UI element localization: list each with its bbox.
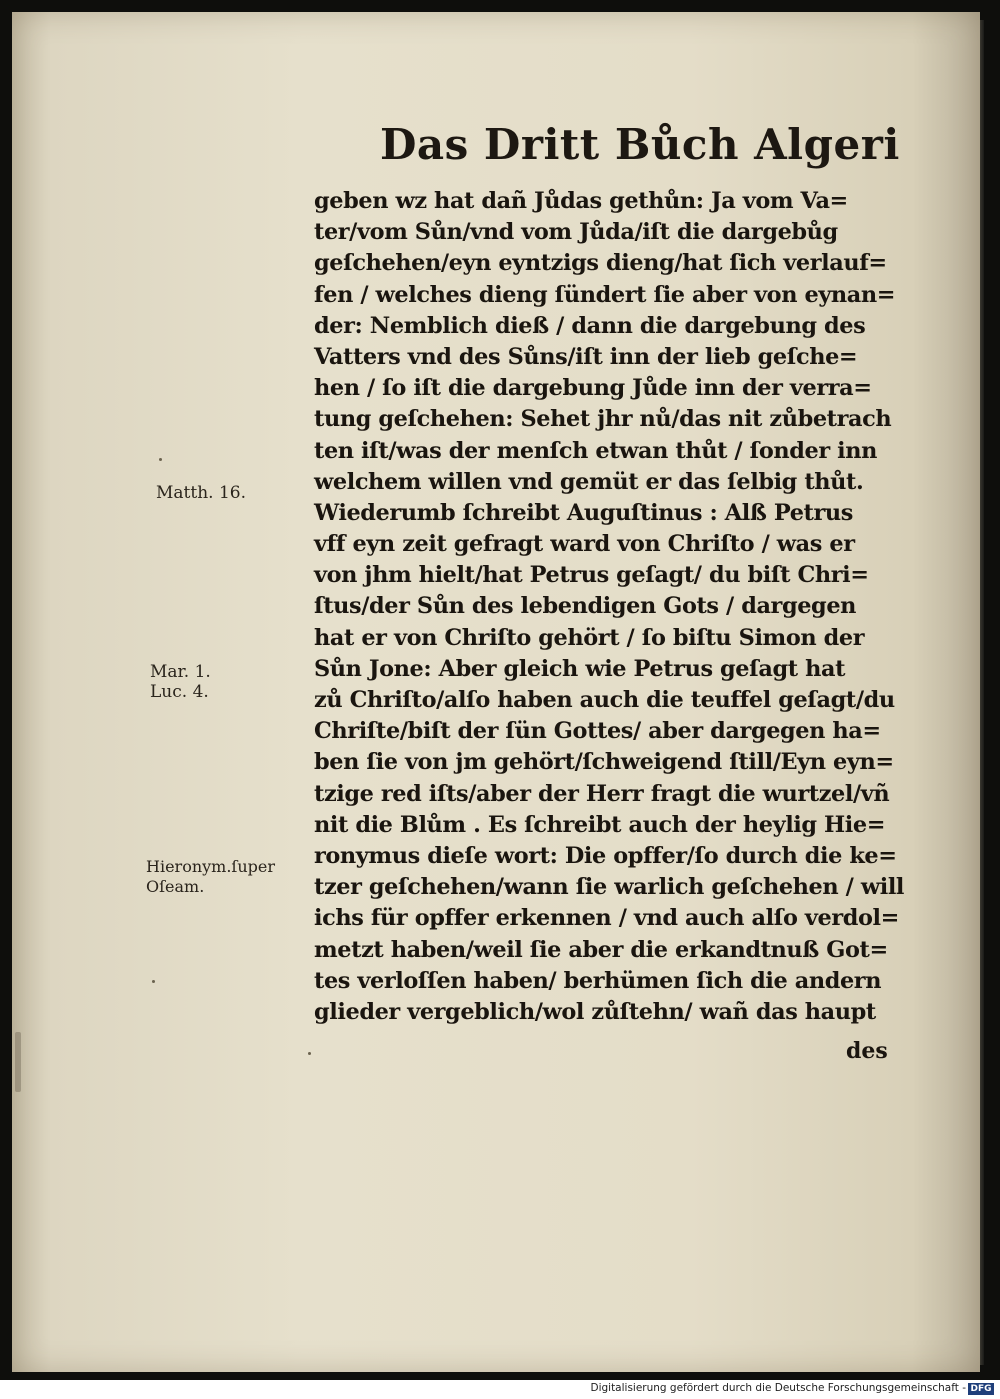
text-line: von jhm hielt/hat Petrus geſagt/ du biſt Chri= [314, 562, 869, 589]
text-line: welchem willen vnd gemüt er das ſelbig thůt. [314, 468, 864, 495]
text-line: Vatters vnd des Sůns/iſt inn der lieb geſche= [314, 343, 858, 370]
text-line: ter/vom Sůn/vnd vom Jůda/iſt die dargebůg [314, 219, 838, 246]
text-line: ben ſie von jm gehört/ſchweigend ſtill/Eyn eyn= [314, 749, 894, 776]
running-head: Das Dritt Bůch Algeri [380, 120, 900, 169]
text-line: hat er von Chriſto gehört / ſo biſtu Simon der [314, 624, 865, 651]
catch-word: des [846, 1038, 888, 1064]
margin-note-mar: Mar. 1. [150, 662, 211, 682]
text-line: ten iſt/was der menſch etwan thůt / ſonder inn [314, 437, 878, 464]
footer-credit: Digitalisierung gefördert durch die Deutsche Forschungsgemeinschaft - [590, 1382, 966, 1394]
text-line: Chriſte/biſt der ſün Gottes/ aber dargegen ha= [314, 718, 881, 745]
margin-note-hieronymus: Hieronym.ſuper [146, 857, 276, 876]
text-line: ichs für opffer erkennen / vnd auch alſo verdol= [314, 905, 899, 932]
text-line: tzer geſchehen/wann ſie warlich geſchehen / will [314, 874, 905, 901]
text-line: geſchehen/eyn eyntzigs dieng/hat ſich verlauf= [314, 250, 887, 277]
text-line: glieder vergeblich/wol zůſtehn/ wañ das haupt [314, 998, 876, 1025]
text-line: tung geſchehen: Sehet jhr nů/das nit zůbetrach [314, 406, 892, 433]
ink-speck [308, 1052, 311, 1055]
text-line: ſtus/der Sůn des lebendigen Gots / dargegen [314, 593, 857, 620]
body-text [314, 186, 914, 1028]
text-line: tes verloſſen haben/ berhümen ſich die andern [314, 967, 882, 994]
text-line: hen / ſo iſt die dargebung Jůde inn der verra= [314, 375, 872, 402]
text-line: zů Chriſto/alſo haben auch die teuffel geſagt/du [314, 687, 895, 713]
text-line: tzige red iſts/aber der Herr fragt die wurtzel/vñ [314, 780, 890, 807]
dfg-logo: DFG [968, 1383, 994, 1395]
margin-note-matth: Matth. 16. [156, 483, 246, 503]
text-line: vff eyn zeit gefragt ward von Chriſto / was er [314, 531, 855, 558]
text-line: der: Nemblich dieß / dann die dargebung des [314, 312, 866, 339]
text-line: fen / welches dieng ſündert ſie aber von eynan= [314, 281, 896, 308]
text-line: geben wz hat dañ Jůdas gethůn: Ja vom Va= [314, 188, 848, 214]
ink-speck [159, 458, 162, 461]
text-line: nit die Blům . Es ſchreibt auch der heylig Hie= [314, 811, 886, 838]
margin-note-luc: Luc. 4. [150, 682, 209, 702]
text-line: Wiederumb ſchreibt Auguſtinus : Alß Petrus [314, 499, 853, 526]
text-line: Sůn Jone: Aber gleich wie Petrus geſagt hat [314, 655, 846, 682]
ink-speck [152, 980, 155, 983]
margin-note-oseam: Oſeam. [146, 877, 205, 896]
text-line: ronymus dieſe wort: Die opffer/ſo durch die ke= [314, 842, 897, 869]
text-line: metzt haben/weil ſie aber die erkandtnuß Got= [314, 936, 888, 963]
page-stain [15, 1032, 21, 1092]
